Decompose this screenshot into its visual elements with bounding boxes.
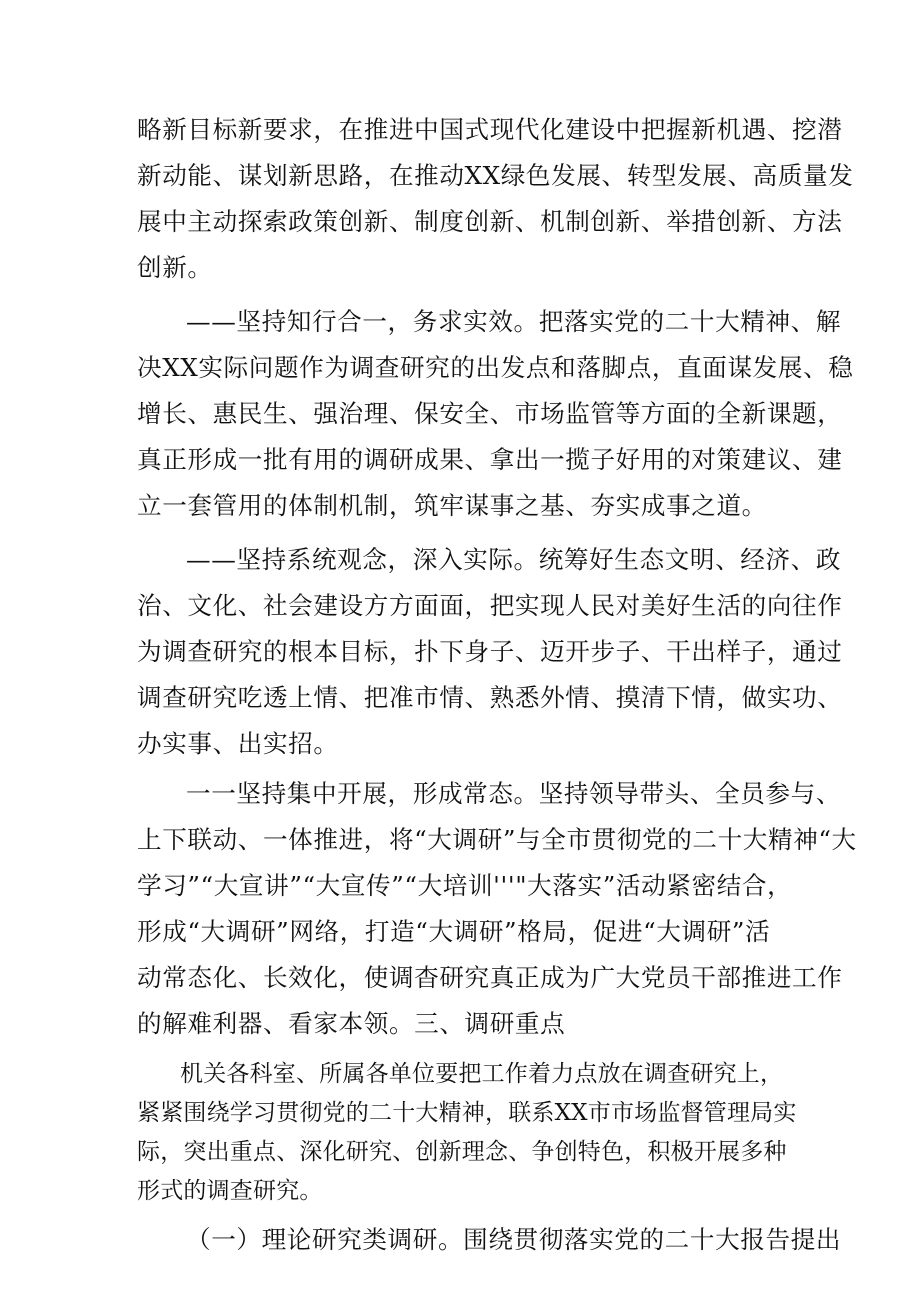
text-line: 决XX实际问题作为调查研究的出发点和落脚点，直面谋发展、稳 bbox=[137, 353, 854, 382]
text-line: 新动能、谋划新思路，在推动XX绿色发展、转型发展、高质量发 bbox=[137, 161, 854, 190]
text-line: 形成“大调研”网络，打造“大调研”格局，促进“大调研”活 bbox=[137, 917, 771, 946]
text-line: 际，突出重点、深化研究、创新理念、争创特色，积极开展多种 bbox=[137, 1139, 787, 1165]
text-line: 增长、惠民生、强治理、保安全、市场监管等方面的全新课题， bbox=[137, 399, 843, 428]
text-line: 展中主动探索政策创新、制度创新、机制创新、举措创新、方法 bbox=[137, 207, 843, 236]
text-line: 为调查研究的根本目标，扑下身子、迈开步子、干出样子，通过 bbox=[137, 637, 843, 666]
text-line: 真正形成一批有用的调研成果、拿出一揽子好用的对策建议、建 bbox=[137, 445, 843, 474]
text-line: 机关各科室、所属各单位要把工作着力点放在调查研究上， bbox=[180, 1061, 784, 1087]
text-line: 立一套管用的体制机制，筑牢谋事之基、夯实成事之道。 bbox=[137, 491, 767, 520]
text-line: 紧紧围绕学习贯彻党的二十大精神，联系XX市市场监督管理局实 bbox=[137, 1100, 797, 1126]
text-line: 动常态化、长效化，使调杳研究真正成为广大党员干部推进工作 bbox=[137, 963, 843, 992]
text-line: （一）理论研究类调研。围绕贯彻落实党的二十大报告提出 bbox=[186, 1225, 842, 1254]
text-line: 创新。 bbox=[137, 253, 213, 282]
text-line: 略新目标新要求，在推进中国式现代化建设中把握新机遇、挖潜 bbox=[137, 115, 843, 144]
text-line: 调查研究吃透上情、把准市情、熟悉外情、摸清下情，做实功、 bbox=[137, 683, 843, 712]
text-line: 一一坚持集中开展，形成常态。坚持领导带头、全员参与、 bbox=[186, 779, 842, 808]
text-line: ——坚持知行合一，务求实效。把落实党的二十大精神、解 bbox=[186, 307, 842, 336]
text-line: ——坚持系统观念，深入实际。统筹好生态文明、经济、政 bbox=[186, 545, 842, 574]
text-line: 形式的调查研究。 bbox=[137, 1178, 323, 1204]
text-line: 上下联动、一体推进，将“大调研”与全市贯彻党的二十大精神“大 bbox=[137, 825, 857, 854]
text-line: 学习”“大宣讲”“大宣传”“大培训'''"大落实”活动紧密结合， bbox=[137, 871, 793, 900]
text-line: 办实事、出实招。 bbox=[137, 729, 339, 758]
text-line: 治、文化、社会建设方方面面，把实现人民对美好生活的向往作 bbox=[137, 591, 843, 620]
text-line: 的解难利器、看家本领。三、调研重点 bbox=[137, 1009, 566, 1038]
